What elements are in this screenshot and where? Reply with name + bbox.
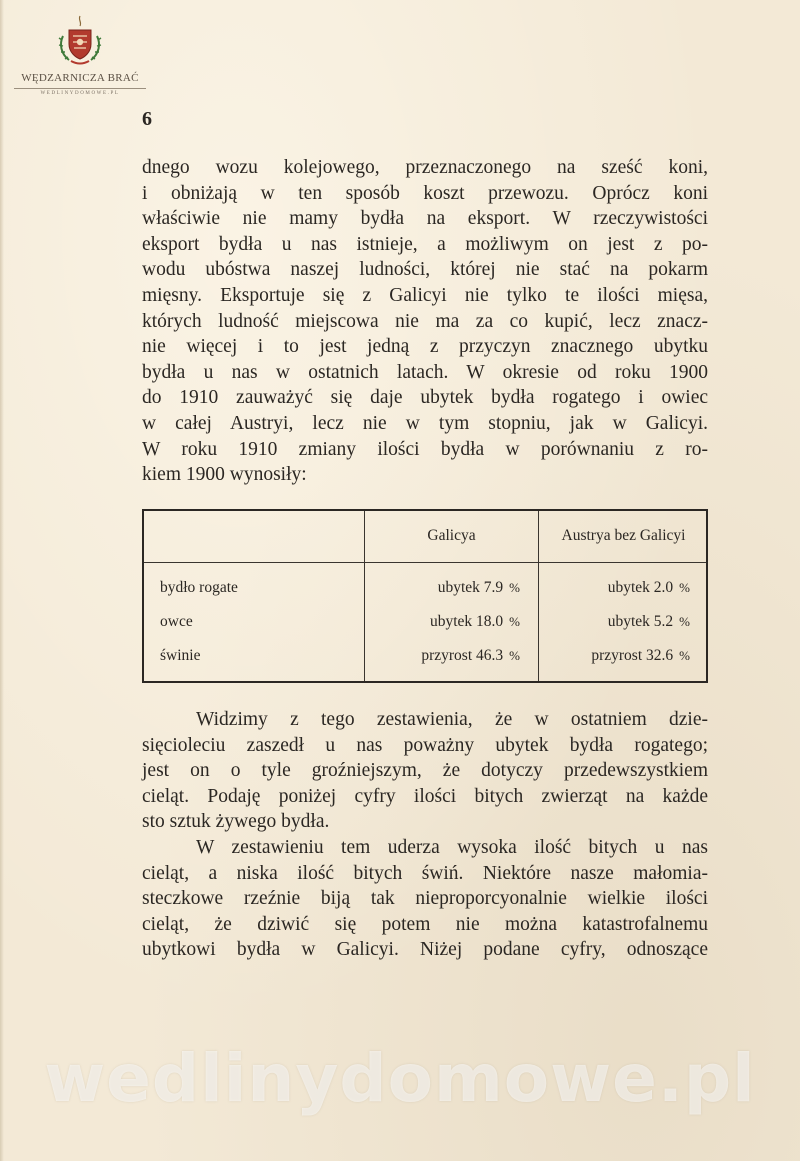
table-row (144, 647, 706, 671)
text-line: i obniżają w ten sposób koszt przewozu. Oprócz koni (142, 182, 708, 204)
logo-url: WEDLINYDOMOWE.PL (40, 91, 120, 96)
coat-of-arms-icon (57, 14, 103, 68)
text-line: sto sztuk żywego bydła. (142, 811, 330, 833)
logo-name: WĘDZARNICZA BRAĆ (21, 72, 139, 84)
text-line: ubytkowi bydła w Galicyi. Niżej podane cyfry, odnoszące (142, 939, 708, 961)
percent-sign: % (509, 614, 520, 629)
row-label: świnie (160, 647, 201, 664)
cell-value: ubytek 5.2 (607, 613, 674, 630)
paragraph-2 (142, 707, 708, 963)
page-edge-shadow (0, 0, 4, 1161)
page-number: 6 (142, 108, 152, 130)
logo-divider (14, 88, 146, 89)
text-line: jest on o tyle groźniejszym, że dotyczy przedewszystkiem (142, 760, 708, 782)
cell-galicya (365, 579, 538, 597)
percent-sign: % (679, 580, 690, 595)
cell-value: ubytek 7.9 (437, 579, 504, 596)
table-header-austrya: Austrya bez Galicyi (561, 527, 686, 544)
text-line: kiem 1900 wynosiły: (142, 464, 307, 486)
text-line: W roku 1910 zmiany ilości bydła w porównaniu z ro- (142, 438, 708, 460)
row-label: owce (160, 613, 193, 630)
text-line: wodu ubóstwa naszej ludności, której nie stać na pokarm (142, 259, 708, 281)
row-label: bydło rogate (160, 579, 238, 596)
cell-austrya (539, 647, 708, 665)
text-line: których ludność miejscowa nie ma za co kupić, lecz znacz- (142, 310, 708, 332)
text-line: właściwie nie mamy bydła na eksport. W rzeczywistości (142, 208, 708, 230)
text-line: cieląt, że dziwić się potem nie można katastrofalnemu (142, 913, 708, 935)
cell-value: przyrost 32.6 (591, 647, 674, 664)
text-line: sięcioleciu zaszedł u nas poważny ubytek bydła rogatego; (142, 734, 708, 756)
table-row (144, 613, 706, 637)
livestock-change-table (142, 509, 708, 683)
table-header-galicya: Galicya (427, 527, 476, 544)
percent-sign: % (679, 648, 690, 663)
text-line: do 1910 zauważyć się daje ubytek bydła rogatego i owiec (142, 387, 708, 409)
percent-sign: % (509, 580, 520, 595)
table-header-divider (144, 562, 706, 563)
percent-sign: % (509, 648, 520, 663)
text-line: eksport bydła u nas istnieje, a możliwym on jest z po- (142, 233, 708, 255)
text-line: bydła u nas w ostatnich latach. W okresie od roku 1900 (142, 361, 708, 383)
cell-value: przyrost 46.3 (421, 647, 504, 664)
cell-galicya (365, 613, 538, 631)
text-line: W zestawieniu tem uderza wysoka ilość bitych u nas (196, 836, 708, 858)
text-line: nie więcej i to jest jedną z przyczyn znacznego ubytku (142, 336, 708, 358)
table-row (144, 579, 706, 603)
text-line: steczkowe rzeźnie biją tak nieproporcyonalnie wielkie ilości (142, 888, 708, 910)
text-line: cieląt, a niska ilość bitych świń. Niektóre nasze małomia- (142, 862, 708, 884)
text-line: cieląt. Podaję poniżej cyfry ilości bitych zwierząt na każde (142, 785, 708, 807)
text-line: dnego wozu kolejowego, przeznaczonego na sześć koni, (142, 157, 708, 178)
text-line: w całej Austryi, lecz nie w tym stopniu, jak w Galicyi. (142, 412, 708, 434)
watermark: wedlinydomowe.pl (44, 1040, 756, 1117)
cell-value: ubytek 18.0 (429, 613, 504, 630)
cell-galicya (365, 647, 538, 665)
percent-sign: % (679, 614, 690, 629)
text-line: mięsny. Eksportuje się z Galicyi nie tylko te ilości mięsa, (142, 284, 708, 306)
text-line: Widzimy z tego zestawienia, że w ostatniem dzie- (196, 709, 708, 730)
cell-austrya (539, 613, 708, 631)
cell-value: ubytek 2.0 (607, 579, 674, 596)
site-logo[interactable] (10, 8, 150, 98)
cell-austrya (539, 579, 708, 597)
paragraph-1 (142, 155, 708, 488)
